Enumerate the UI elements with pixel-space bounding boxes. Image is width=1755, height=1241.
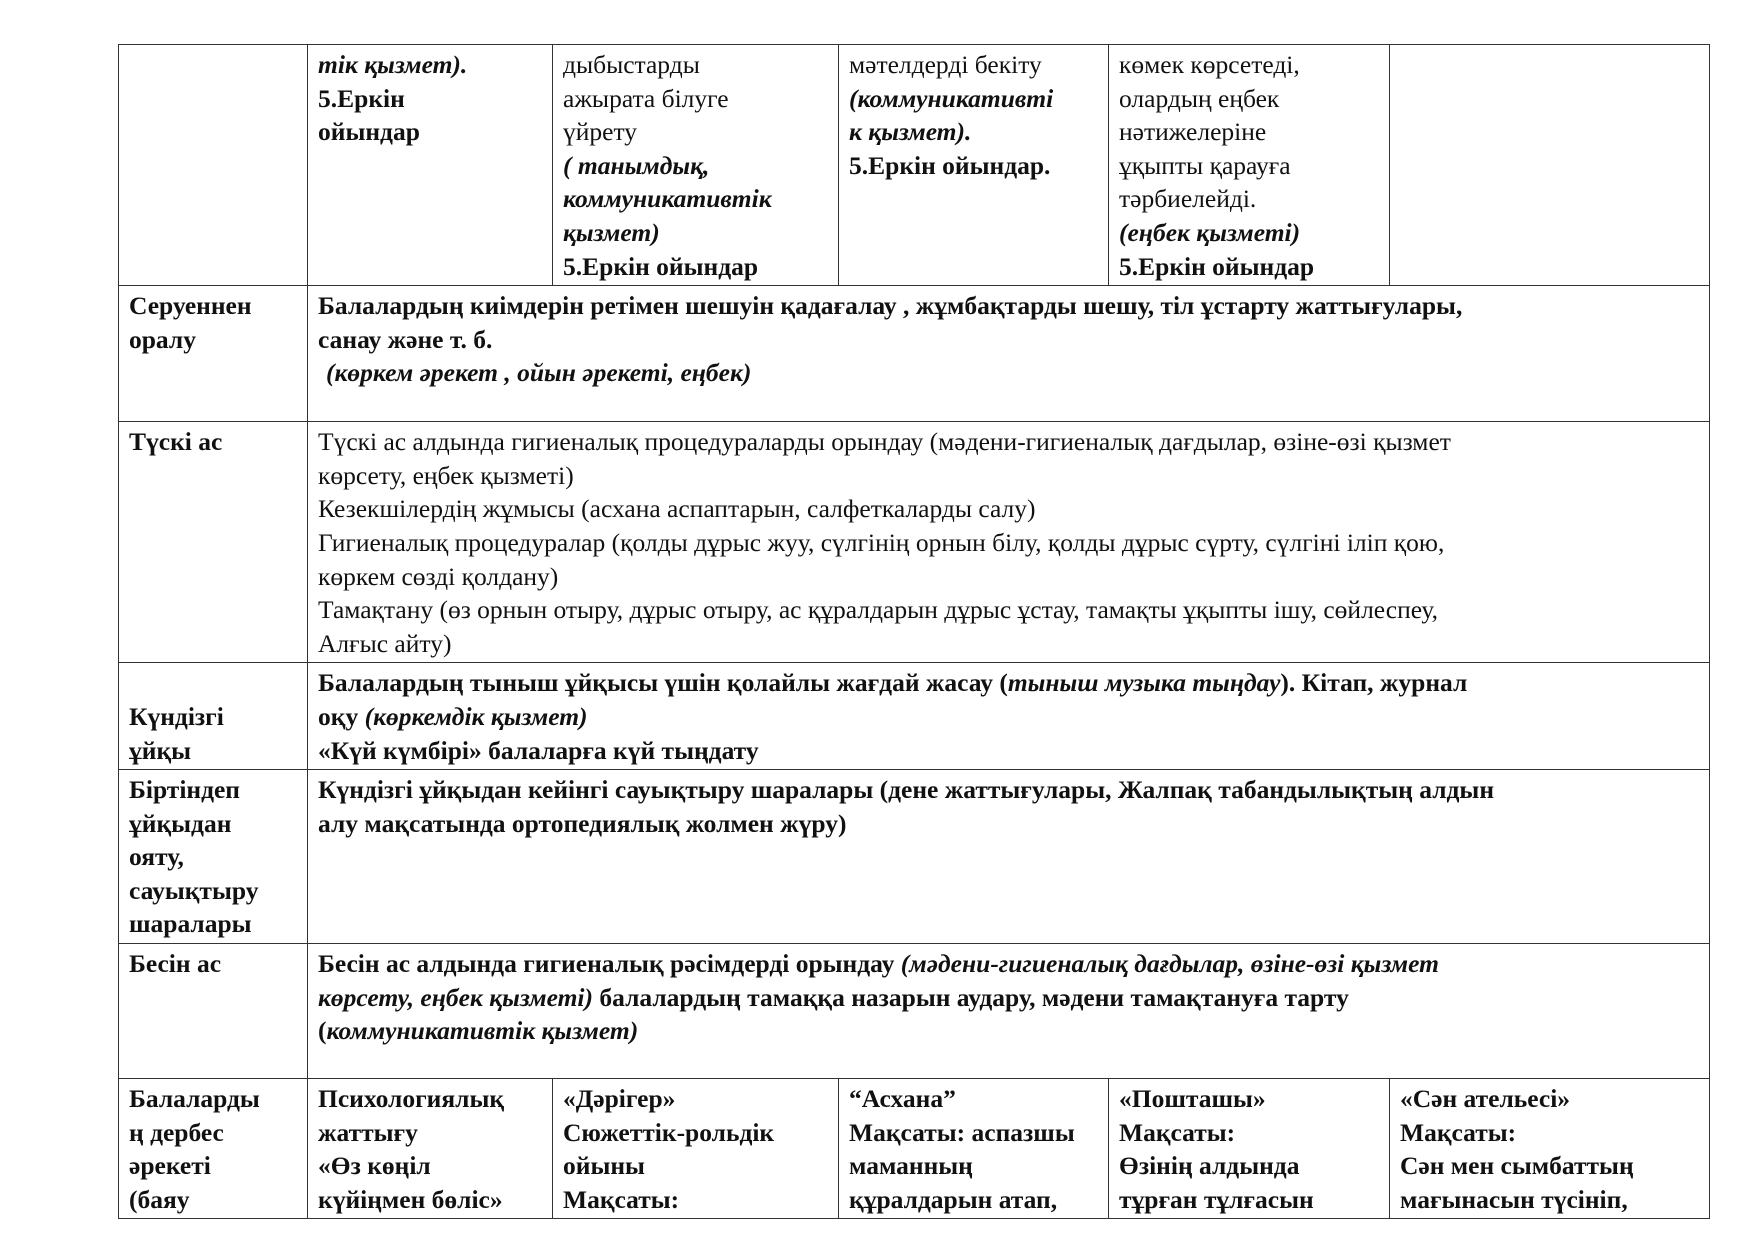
content-line: Тамақтану (өз орнын отыру, дұрыс отыру, ас құралдарын дұрыс ұстау, тамақты ұқыпты ішу, сөйлеспеу,: [318, 595, 1438, 625]
continuation-cell-3: [553, 45, 839, 286]
cell-line: к қызмет).: [849, 117, 972, 147]
content-line: [318, 666, 1699, 700]
daily-schedule-table: [118, 44, 1710, 1219]
content-line: (көркем әрекет , ойын әрекеті, еңбек): [326, 358, 752, 388]
text-run: тыныш музыка тыңдау: [1007, 668, 1281, 698]
label-line: ояту,: [129, 842, 184, 872]
content-line: Кезекшілердің жұмысы (асхана аспаптарын, салфеткаларды салу): [318, 494, 1036, 524]
label-line: Біртіндеп: [129, 775, 241, 805]
wake-row: [119, 770, 1710, 944]
label-line: Балаларды: [129, 1084, 260, 1114]
text-run: балалардың тамаққа назарын аудару, мәдени тамақтануға тарту: [593, 982, 1349, 1012]
content-line: Алғыс айту): [318, 628, 452, 658]
cell-line: ұқыпты қарауға: [1119, 150, 1291, 180]
cell-line: нәтижелеріне: [1119, 117, 1267, 147]
content-line: [318, 981, 1699, 1015]
cell-line: Психологиялық: [318, 1084, 505, 1114]
content-line: «Күй күмбірі» балаларға күй тыңдату: [318, 735, 759, 765]
activity-cell-3: [839, 1079, 1109, 1219]
text-run: (: [318, 1016, 327, 1046]
label-line: сауықтыру: [129, 875, 259, 905]
content-line: көркем сөзді қолдану): [318, 561, 559, 591]
snack-row: [119, 944, 1710, 1079]
activity-cell-5: [1390, 1079, 1710, 1219]
cell-line: жаттығу: [318, 1117, 418, 1147]
row-label-sleep: [119, 663, 308, 770]
content-line: [318, 700, 1699, 734]
label-line: Күндізгі: [129, 701, 224, 731]
text-run: ). Кітап, журнал: [1280, 668, 1468, 698]
cell-line: Өзінің алдында: [1119, 1151, 1300, 1181]
cell-line: тәрбиелейді.: [1119, 184, 1257, 214]
content-line: көрсету, еңбек қызметі): [318, 460, 574, 490]
content-line: санау және т. б.: [318, 324, 493, 354]
cell-line: тұрған тұлғасын: [1119, 1184, 1314, 1214]
cell-line: «Дәрігер»: [563, 1084, 676, 1114]
wake-content: [308, 770, 1710, 944]
row-label-snack: [119, 944, 308, 1079]
label-line: ұйқыдан: [129, 808, 232, 838]
text-run: Балалардың тыныш ұйқысы үшін қолайлы жағдай жасау (: [318, 668, 1008, 698]
content-line: алу мақсатында ортопедиялық жолмен жүру): [318, 808, 847, 838]
row-label-independent: [119, 1079, 308, 1219]
walk-return-content: [308, 286, 1710, 422]
cell-line: Мақсаты:: [563, 1184, 680, 1214]
cell-line: Сән мен сымбаттың: [1400, 1151, 1634, 1181]
label-line: әрекеті: [129, 1151, 211, 1181]
cell-line: (еңбек қызметі): [1119, 217, 1301, 247]
cell-line: қызмет): [563, 217, 660, 247]
activity-cell-1: [308, 1079, 553, 1219]
label-line: шаралары: [129, 909, 252, 939]
cell-line: 5.Еркін ойындар: [1119, 251, 1315, 281]
cell-line: ажырата білуге: [563, 83, 729, 113]
label-line: Түскі ас: [129, 427, 223, 457]
cell-line: коммуникативтік: [563, 184, 772, 214]
label-line: оралу: [129, 324, 196, 354]
continuation-cell-4: [839, 45, 1109, 286]
label-line: (баяу: [129, 1184, 190, 1214]
cell-line: Мақсаты:: [1400, 1117, 1517, 1147]
content-line: [318, 1014, 1699, 1048]
label-line: Бесін ас: [129, 949, 222, 979]
continuation-cell-5: [1109, 45, 1390, 286]
cell-line: дыбыстарды: [563, 50, 700, 79]
cell-line: 5.Еркін: [318, 83, 405, 113]
independent-activity-row: [119, 1079, 1710, 1219]
content-line: Балалардың киімдерін ретімен шешуін қадағалау , жұмбақтарды шешу, тіл ұстарту жаттығулары,: [318, 291, 1463, 321]
cell-line: мәтелдерді бекіту: [849, 50, 1042, 79]
activity-cell-2: [553, 1079, 839, 1219]
cell-line: құралдарын атап,: [849, 1184, 1058, 1214]
cell-line: маманның: [849, 1151, 973, 1181]
continuation-cell-6: [1390, 45, 1710, 286]
content-line: Күндізгі ұйқыдан кейінгі сауықтыру шаралары (дене жаттығулары, Жалпақ табандылықтың алдын: [318, 775, 1495, 805]
cell-line: тік қызмет).: [318, 50, 468, 79]
row-label-wake: [119, 770, 308, 944]
row-label-lunch: [119, 422, 308, 663]
continuation-row: [119, 45, 1710, 286]
text-run: көрсету, еңбек қызметі): [318, 982, 593, 1012]
cell-line: ойындар: [318, 117, 420, 147]
label-line: ң дербес: [129, 1117, 224, 1147]
cell-line: көмек көрсетеді,: [1119, 50, 1300, 79]
sleep-row: [119, 663, 1710, 770]
content-line: Гигиеналық процедуралар (қолды дұрыс жуу, сүлгінің орнын білу, қолды дұрыс сүрту, сүлгіні іліп қою,: [318, 527, 1445, 557]
continuation-cell-2: [308, 45, 553, 286]
cell-line: 5.Еркін ойындар.: [849, 150, 1051, 180]
text-run: коммуникативтік қызмет): [326, 1016, 639, 1046]
activity-cell-4: [1109, 1079, 1390, 1219]
cell-line: «Сән ательесі»: [1400, 1084, 1571, 1114]
content-line: Түскі ас алдында гигиеналық процедураларды орындау (мәдени-гигиеналық дағдылар, өзіне-өзі қызмет: [318, 427, 1451, 457]
cell-line: ( танымдық,: [563, 150, 710, 180]
lunch-row: [119, 422, 1710, 663]
text-run: Бесін ас алдында гигиеналық рәсімдерді орындау: [318, 949, 901, 979]
text-run: оқу: [318, 701, 365, 731]
label-line: ұйқы: [129, 735, 192, 765]
cell-line: мағынасын түсініп,: [1400, 1184, 1628, 1214]
text-run: (көркемдік қызмет): [364, 701, 588, 731]
continuation-label-cell: [119, 45, 308, 286]
lunch-content: [308, 422, 1710, 663]
cell-line: үйрету: [563, 117, 638, 147]
cell-line: Мақсаты: аспазшы: [849, 1117, 1075, 1147]
cell-line: 5.Еркін ойындар: [563, 251, 759, 281]
cell-line: “Асхана”: [849, 1084, 956, 1114]
cell-line: «Өз көңіл: [318, 1151, 431, 1181]
text-run: (мәдени-гигиеналық дағдылар, өзіне-өзі қызмет: [900, 949, 1439, 979]
cell-line: Сюжеттік-рольдік: [563, 1117, 775, 1147]
cell-line: Мақсаты:: [1119, 1117, 1236, 1147]
sleep-content: [308, 663, 1710, 770]
row-label-walk-return: [119, 286, 308, 422]
cell-line: күйіңмен бөліс»: [318, 1184, 503, 1214]
content-line: [318, 947, 1699, 981]
walk-return-row: [119, 286, 1710, 422]
cell-line: (коммуникативті: [849, 83, 1054, 113]
cell-line: «Пошташы»: [1119, 1084, 1266, 1114]
cell-line: ойыны: [563, 1151, 645, 1181]
snack-content: [308, 944, 1710, 1079]
cell-line: олардың еңбек: [1119, 83, 1280, 113]
label-line: Серуеннен: [129, 291, 252, 321]
